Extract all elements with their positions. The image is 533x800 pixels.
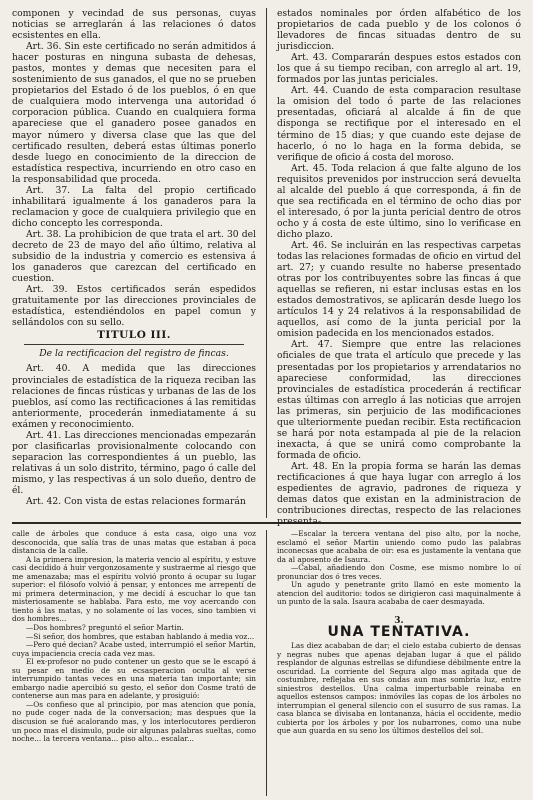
chapter-title: UNA TENTATIVA.: [327, 624, 471, 641]
article-36: Art. 36. Sin este certificado no serán admitidos á hacer posturas en ninguna subasta de dehesas, pastos, montes y demas que necesiten para el sostenimiento de sus ganados, el que no se prueben propietarios del Estado ó de los pueblos, ó en que de cualquiera modo intervenga una autoridad ó corporacion pública. Cuando en cualquiera forma apareciese que el ganadero posee ganados en mayor número y diversa clase que las que del certificado resulten, deberá estas últimas ponerlo desde luego en conocimiento de la direccion de estadística respectiva, incurriendo en otro caso en la responsabilidad que proceda.: [12, 41, 256, 185]
dialogue-line: —Pero qué decian? Acabe usted, interrumpió el señor Martin, cuya impaciencia crecia cada vez mas.: [12, 640, 256, 658]
article-41: Art. 41. Las direcciones mencionadas empezarán por clasificarlas provisionalmente colocando con separacion las correspondientes á un pueblo, las relativas á un solo distrito, término, pago ó calle del mismo, y las respectivas á un solo dueño, dentro de él.: [12, 429, 256, 496]
dialogue-line: —Dos hombres? preguntó el señor Martin.: [26, 623, 184, 633]
divider: [24, 344, 244, 345]
paragraph: A la primera impresion, la materia vencio al espíritu, y estuve casi decidido á huir vergonzosamente y sustraerme al riesgo que me amenazaba; mas el espíritu volvió pronto á ocupar su lugar superior: el filósofo volvió á pensar, y entonces me arrepentí de mi primera determinacion, y me decidí á escuchar lo que tan misteriosamente se hablaba. Para esto, me voy acercando con tiento á las matas, y no solamente oí las voces, sino tambien vi dos hombres...: [12, 554, 256, 624]
paragraph: Un agudo y penetrante grito llamó en este momento la atencion del auditorio: todos se dirigieron casi maquinalmente á un punto de la sala. Isaura acababa de caer desmayada.: [277, 580, 521, 607]
feuilleton-left-column: [12, 530, 256, 796]
decree-right-column: [277, 8, 521, 528]
paragraph: estados nominales por órden alfabético de los propietarios de cada pueblo y de los colonos ó llevadores de fincas situadas dentro de su jurisdiccion.: [277, 8, 521, 53]
section-title: TITULO III.: [97, 329, 171, 342]
feuilleton-section: [12, 530, 521, 796]
paragraph: Las diez acababan de dar; el cielo estaba cubierto de densas y negras nubes que apenas dejaban lugar á que el pálido resplandor de algunas estrellas se difundiese débilmente entre la oscuridad. La corriente del Segura algo mas agitada que de costumbre, reflejaba en sus ondas aun mas sombría luz, entre siniestros destellos. Una calma imperturbable reinaba en aquellos estensos campos: inmóviles las copas de los árboles no interrumpian el general silencio con el susurro de sus ramas. La casa blanca se divisaba en lontananza, hácia el occidente, medio cubierta por los árboles y por los nubarrones, como una nube que aun guarda en su seno los últimos destellos del sol.: [277, 641, 521, 736]
article-46: Art. 46. Se incluirán en las respectivas carpetas todas las relaciones formadas de oficio en virtud del art. 27; y cuando resulte no haberse presentado otras por los contribuyentes sobre las fincas á que aquellas se refieren, ni estar inclusas estas en los estados demostrativos, se aplicarán desde luego los artículos 14 y 24 relativos á la responsabilidad de aquellos, así como de la junta pericial por la omision padecida en los mencionados estados.: [277, 239, 521, 340]
article-48: Art. 48. En la propia forma se harán las demas rectificaciones á que haya lugar con arreglo á los espedientes de agravio, padrones de riqueza y demas datos que existan en la administracion de contribuciones directas, respecto de las relaciones presenta-: [277, 460, 521, 528]
decree-left-column: [12, 8, 256, 518]
dialogue-line: —Os confieso que al principio, por mas atencion que ponía, no pude coger nada de la conversacion; mas despues que la discusion se fué acalorando mas, y los interlocutores perdieron un poco mas el disimulo, pude oir algunas palabras sueltas, como noche... la tercera ventana... piso alto... escalar...: [12, 699, 256, 744]
article-38: Art. 38. La prohibicion de que trata el art. 30 del decreto de 23 de mayo del año último, relativa al subsidio de la industria y comercio es estensiva á los ganaderos que carezcan del certificado en cuestion.: [12, 228, 256, 285]
section-subtitle: De la rectificacion del registro de fincas.: [39, 348, 229, 360]
article-47: Art. 47. Siempre que entre las relaciones oficiales de que trata el artículo que precede y las presentadas por los propietarios y arrendatarios no apareciese conformidad, las direcciones provinciales de estadística procederán á rectificar estas últimas con arreglo á las noticias que arrojen las primeras, sin perjuicio de las modificaciones que ulteriormente puedan recibir. Esta rectificacion se hará por nota estampada al pie de la relacion inexacta, á que se unirá como comprobante la formada de oficio.: [277, 339, 521, 461]
dialogue-line: —Si señor, dos hombres, que estaban hablando á media voz...: [26, 631, 255, 641]
decree-section: [12, 8, 521, 528]
paragraph: componen y vecindad de sus personas, cuyas noticias se arreglarán á las relaciones ó datos ecsistentes en ella.: [12, 8, 256, 42]
article-43: Art. 43. Compararán despues estos estados con los que á su tiempo reciban, con arreglo al art. 19, formados por las juntas periciales.: [277, 52, 521, 86]
paragraph: El ex-profesor no pudo contener un gesto que se le escapó á su pesar en medio de su ecsasperacion oculta al verse interrumpido tantas veces en una materia tan importante; sin embargo nadie apercibió su gesto, el señor don Cosme trató de contenerse aun mas para en adelante, y prosiguió:: [12, 657, 256, 701]
article-42: Art. 42. Con vista de estas relaciones formarán: [26, 496, 246, 508]
article-37: Art. 37. La falta del propio certificado inhabilitará igualmente á los ganaderos para la reclamacion y goce de cualquiera privilegio que en dicho concepto les corresponda.: [12, 184, 256, 229]
article-45: Art. 45. Toda relacion á que falte alguno de los requisitos prevenidos por instruccion será devuelta al alcalde del pueblo á que corresponda, á fin de que sea rectificada en el término de ocho dias por el interesado, ó por la junta pericial dentro de otros ocho y á costa de este último, sino lo verificase en dicho plazo.: [277, 162, 521, 240]
column-rule: [266, 530, 267, 796]
column-rule: [266, 8, 267, 518]
feuilleton-right-column: [277, 530, 521, 796]
article-40: Art. 40. A medida que las direcciones provinciales de estadística de la riqueza reciban las relaciones de fincas rústicas y urbanas de las de los pueblos, así como las rectificaciones á las remitidas anteriormente, procederán inmediatamente á su exámen y reconocimiento.: [12, 363, 256, 430]
paragraph: calle de árboles que conduce á esta casa, oigo una voz desconocida, que salía tras de unas matas que estaban á poca distancia de la calle.: [12, 529, 256, 556]
article-39: Art. 39. Estos certificados serán espedidos gratuitamente por las direcciones provinciales de estadística, estendiéndolos en papel comun y sellándolos con su sello.: [12, 284, 256, 329]
dialogue-line: —Escalar la tercera ventana del piso alto, por la noche, esclamó el señor Martin uniendo como pudo las palabras inconecsas que acababa de oir: esa es justamente la ventana que da al aposento de Isaura.: [277, 529, 521, 564]
dialogue-line: —Cabal, añadiendo don Cosme, ese mismo nombre lo oí pronunciar dos ó tres veces.: [277, 563, 521, 581]
article-44: Art. 44. Cuando de esta comparacion resultase la omision del todo ó parte de las relaciones presentadas, oficiará al alcalde á fin de que disponga se rectifique por el interesado en el término de 15 dias; y que cuando este dejase de hacerlo, ó no lo haga en la forma debida, se verifique de oficio á costa del moroso.: [277, 85, 521, 163]
chapter-number: 3.: [394, 615, 404, 626]
